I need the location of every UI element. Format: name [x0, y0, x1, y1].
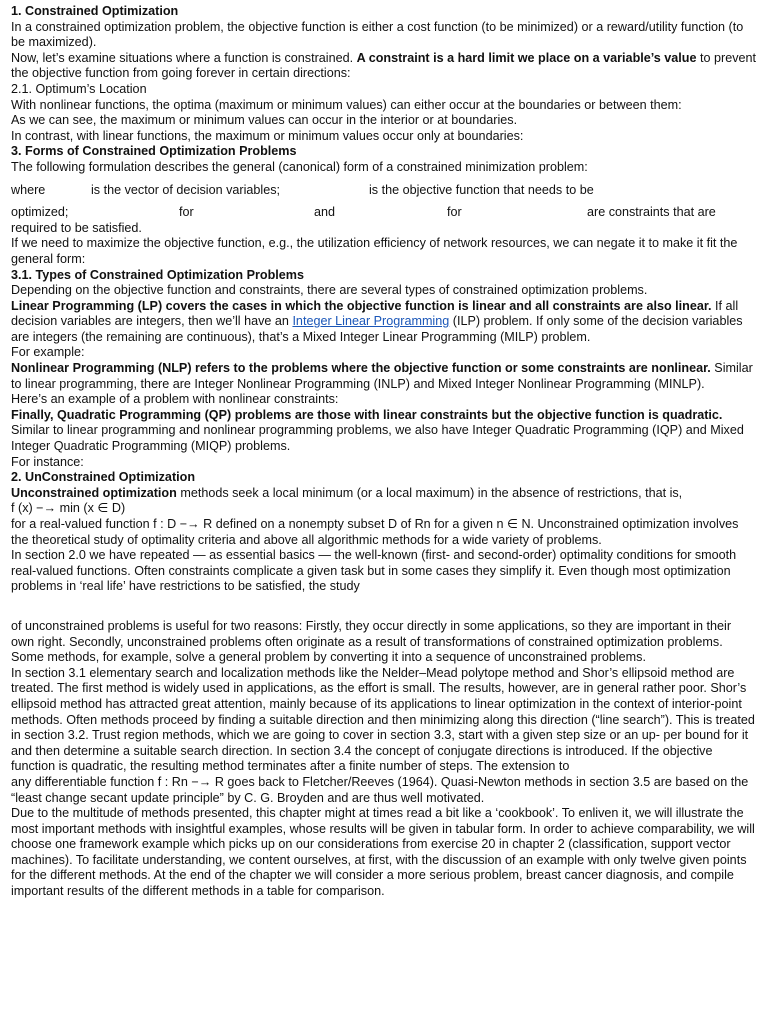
- bold-text: Finally, Quadratic Programming (QP) problems are those with linear constraints but the objective function is quadratic.: [11, 407, 723, 422]
- text: Now, let’s examine situations where a function is constrained.: [11, 50, 357, 65]
- integer-linear-programming-link[interactable]: Integer Linear Programming: [292, 314, 450, 329]
- paragraph-maximize: If we need to maximize the objective function, e.g., the utilization efficiency of network resources, we can negate it to make it fit the general form:: [11, 236, 738, 266]
- paragraph-section-3-1: In section 3.1 elementary search and localization methods like the Nelder–Mead polytope method and Shor’s ellipsoid method are treated. The first method is widely used in applications, as the effort is small. The results, however, are in general rather poor. Shor’s ellipsoid method has attracted great attention, mainly because of its applications to linear optimization in the context of interior-point methods. Often methods proceed by finding a suitable direction and then minimizing along this direction (“line search”). This is treated in section 3.2. Trust region methods, which we are going to cover in section 3.3, start with a given step size or an up- per bound for it and then determine a suitable search direction. In section 3.4 the concept of conjugate directions is introduced. If the objective function is quadratic, the resulting method terminates after a finite number of steps. The extension to: [11, 665, 755, 774]
- bold-text: Nonlinear Programming (NLP) refers to the problems where the objective function or some constraints are nonlinear.: [11, 361, 711, 376]
- section-heading-types: 3.1. Types of Constrained Optimization Problems: [11, 267, 304, 282]
- paragraph-interior-boundaries: As we can see, the maximum or minimum values can occur in the interior or at boundaries.: [11, 113, 518, 128]
- paragraph-canonical-form: The following formulation describes the general (canonical) form of a constrained minimization problem:: [11, 159, 588, 174]
- text: are constraints that are: [587, 205, 716, 220]
- paragraph-constraint-definition: [11, 51, 756, 82]
- nonlinear-example-label: Here’s an example of a problem with nonlinear constraints:: [11, 392, 339, 407]
- text: Similar to linear programming, there are Integer Nonlinear Programming (INLP) and Mixed Integer Nonlinear Programming (MINLP).: [11, 361, 753, 391]
- subsection-heading-optimum-location: 2.1. Optimum’s Location: [11, 81, 147, 96]
- text: optimized;: [11, 205, 69, 220]
- paragraph-fletcher-reeves: any differentiable function f : Rn −→ R goes back to Fletcher/Reeves (1964). Quasi-Newton methods in section 3.5 are based on the “least change secant update principle” by C. G. Broyden and are thus well motivated.: [11, 774, 749, 805]
- bold-text: Linear Programming (LP) covers the cases in which the objective function is linear and all constraints are also linear.: [11, 298, 712, 313]
- constraints-line: [11, 205, 756, 221]
- text: methods seek a local minimum (or a local maximum) in the absence of restrictions, that is,: [176, 485, 683, 500]
- for-instance-label: For instance:: [11, 454, 84, 469]
- paragraph-unconstrained-intro: [11, 486, 756, 502]
- document-body: [11, 4, 756, 900]
- paragraph-linear-programming: [11, 299, 756, 346]
- paragraph-cookbook: Due to the multitude of methods presented, this chapter might at times read a bit like a ‘cookbook’. To enliven it, we will illustrate the most important methods with insightful examples, whose results will be given in tabular form. In order to achieve comparability, we will choose one framework example which picks up on our considerations from exercise 20 in chapter 2 (classification, support vector machines). To facilitate understanding, we content ourselves, at first, with the discussion of an example with only twelve given points for the different methods. At the end of the chapter we will consider a more serious problem, breast cancer diagnosis, and compile important results of the different methods in a table for comparison.: [11, 806, 755, 899]
- paragraph-real-valued-function: for a real-valued function f : D −→ R defined on a nonempty subset D of Rn for a given n ∈ N. Unconstrained optimization involves the theoretical study of optimality criteria and above all algorithmic methods for a wide variety of problems.: [11, 517, 739, 547]
- where-line: [11, 183, 756, 199]
- paragraph-types-intro: Depending on the objective function and constraints, there are several types of constrained optimization problems.: [11, 283, 648, 298]
- paragraph-nonlinear-programming: [11, 361, 756, 392]
- constraints-required-line: required to be satisfied.: [11, 220, 142, 235]
- paragraph-linear-boundaries: In contrast, with linear functions, the maximum or minimum values occur only at boundaries:: [11, 128, 524, 143]
- section-heading-forms: 3. Forms of Constrained Optimization Problems: [11, 144, 297, 159]
- bold-text: Unconstrained optimization: [11, 485, 177, 500]
- page-break-spacer: [11, 595, 756, 619]
- formula-spacer: [11, 176, 756, 183]
- paragraph-intro: In a constrained optimization problem, the objective function is either a cost function (to be minimized) or a reward/utility function (to be maximized).: [11, 19, 744, 50]
- text: is the vector of decision variables;: [91, 182, 280, 197]
- text: If all decision variables are integers, then we’ll have an: [11, 298, 739, 329]
- text: for: [179, 205, 194, 220]
- formula-spacer: [11, 198, 756, 205]
- text: and: [314, 205, 336, 220]
- paragraph-section-2-0: In section 2.0 we have repeated — as essential basics — the well-known (first- and second-order) optimality conditions for smooth real-valued functions. Often constraints complicate a given task but in some cases they simplify it. Even though most optimization problems in ‘real life’ have restrictions to be satisfied, the study: [11, 548, 737, 594]
- text: where: [11, 182, 46, 197]
- paragraph-two-reasons: of unconstrained problems is useful for two reasons: Firstly, they occur directly in some applications, so they are important in their own right. Secondly, unconstrained problems often originate as a result of transformations of constrained optimization problems. Some methods, for example, solve a general problem by converting it into a sequence of unconstrained problems.: [11, 618, 732, 665]
- formula-line: f (x) −→ min (x ∈ D): [11, 501, 126, 516]
- text: Similar to linear programming and nonlinear programming problems, we also have Integer Quadratic Programming (IQP) and Mixed Integer Quadratic Programming (MIQP) problems.: [11, 423, 744, 454]
- text: (ILP) problem. If only some of the decision variables are integers (the remaining are continuous), that’s a Mixed Integer Linear Programming (MILP) problem.: [11, 314, 743, 344]
- bold-text: A constraint is a hard limit we place on a variable’s value: [356, 50, 697, 65]
- text: to prevent the objective function from going forever in certain directions:: [11, 50, 757, 81]
- section-heading-constrained-optimization: 1. Constrained Optimization: [11, 4, 179, 18]
- paragraph-quadratic-programming: [11, 408, 756, 455]
- text: for: [447, 205, 462, 220]
- paragraph-nonlinear-optima: With nonlinear functions, the optima (maximum or minimum values) can either occur at the boundaries or between them:: [11, 97, 682, 112]
- section-heading-unconstrained: 2. UnConstrained Optimization: [11, 470, 196, 485]
- for-example-label: For example:: [11, 345, 85, 360]
- text: is the objective function that needs to be: [369, 182, 594, 197]
